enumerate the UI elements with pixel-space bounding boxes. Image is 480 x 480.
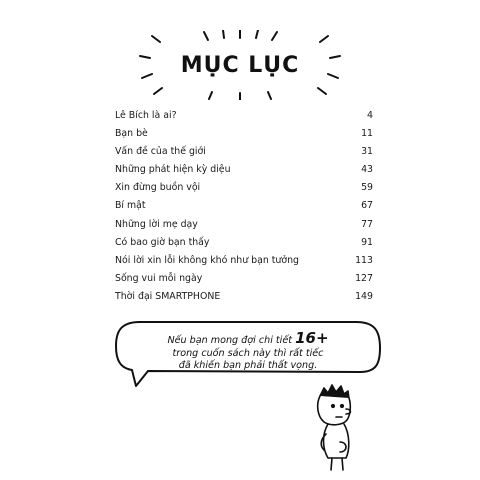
- toc-entry[interactable]: [115, 128, 373, 146]
- toc-entry-page: 67: [361, 200, 373, 212]
- toc-entry[interactable]: [115, 237, 373, 255]
- toc-entry[interactable]: [115, 219, 373, 237]
- bubble-line-2: trong cuốn sách này thì rất tiếc: [172, 347, 324, 359]
- toc-entry-label: Lê Bích là ai?: [115, 110, 177, 121]
- toc-entry-label: Vấn đề của thế giới: [115, 146, 206, 158]
- speech-bubble-text: [128, 329, 368, 373]
- toc-entry-label: Sống vui mỗi ngày: [115, 272, 203, 284]
- page-title: MỤC LỤC: [180, 52, 300, 78]
- toc-entry-page: 91: [361, 236, 373, 248]
- speech-bubble: [110, 318, 385, 388]
- toc-entry[interactable]: [115, 255, 373, 273]
- bubble-line-1-text: Nếu bạn mong đợi chi tiết: [167, 335, 293, 346]
- toc-entry-label: Nói lời xin lỗi không khó như bạn tưởng: [115, 254, 299, 266]
- toc-entry-page: 149: [355, 290, 373, 302]
- toc-entry-page: 43: [361, 164, 373, 176]
- toc-entry-page: 113: [355, 254, 373, 266]
- toc-entry-page: 127: [355, 272, 373, 284]
- toc-entry-page: 59: [361, 182, 373, 194]
- toc-entry-page: 77: [361, 218, 373, 230]
- table-of-contents: [115, 110, 373, 309]
- toc-entry[interactable]: [115, 200, 373, 218]
- cartoon-character-icon: [306, 382, 366, 472]
- toc-entry-label: Bạn bè: [115, 128, 148, 140]
- toc-entry-page: 4: [367, 110, 373, 121]
- toc-entry-label: Có bao giờ bạn thấy: [115, 236, 210, 248]
- bubble-line-1: [128, 329, 368, 348]
- toc-entry-page: 31: [361, 146, 373, 158]
- toc-entry-label: Những phát hiện kỳ diệu: [115, 164, 231, 176]
- toc-entry[interactable]: [115, 291, 373, 309]
- bubble-line-3: đã khiến bạn phải thất vọng.: [178, 360, 318, 371]
- age-rating-text: 16+: [295, 329, 329, 347]
- toc-entry-label: Bí mật: [115, 200, 146, 212]
- toc-entry-label: Xin đừng buồn vội: [115, 182, 201, 194]
- toc-entry-label: Thời đại SMARTPHONE: [115, 290, 221, 302]
- toc-entry[interactable]: [115, 273, 373, 291]
- toc-entry-page: 11: [361, 128, 373, 140]
- toc-entry[interactable]: [115, 182, 373, 200]
- toc-entry-label: Những lời mẹ dạy: [115, 218, 198, 230]
- toc-entry[interactable]: [115, 110, 373, 128]
- toc-entry[interactable]: [115, 164, 373, 182]
- title-block: [120, 30, 360, 100]
- toc-entry[interactable]: [115, 146, 373, 164]
